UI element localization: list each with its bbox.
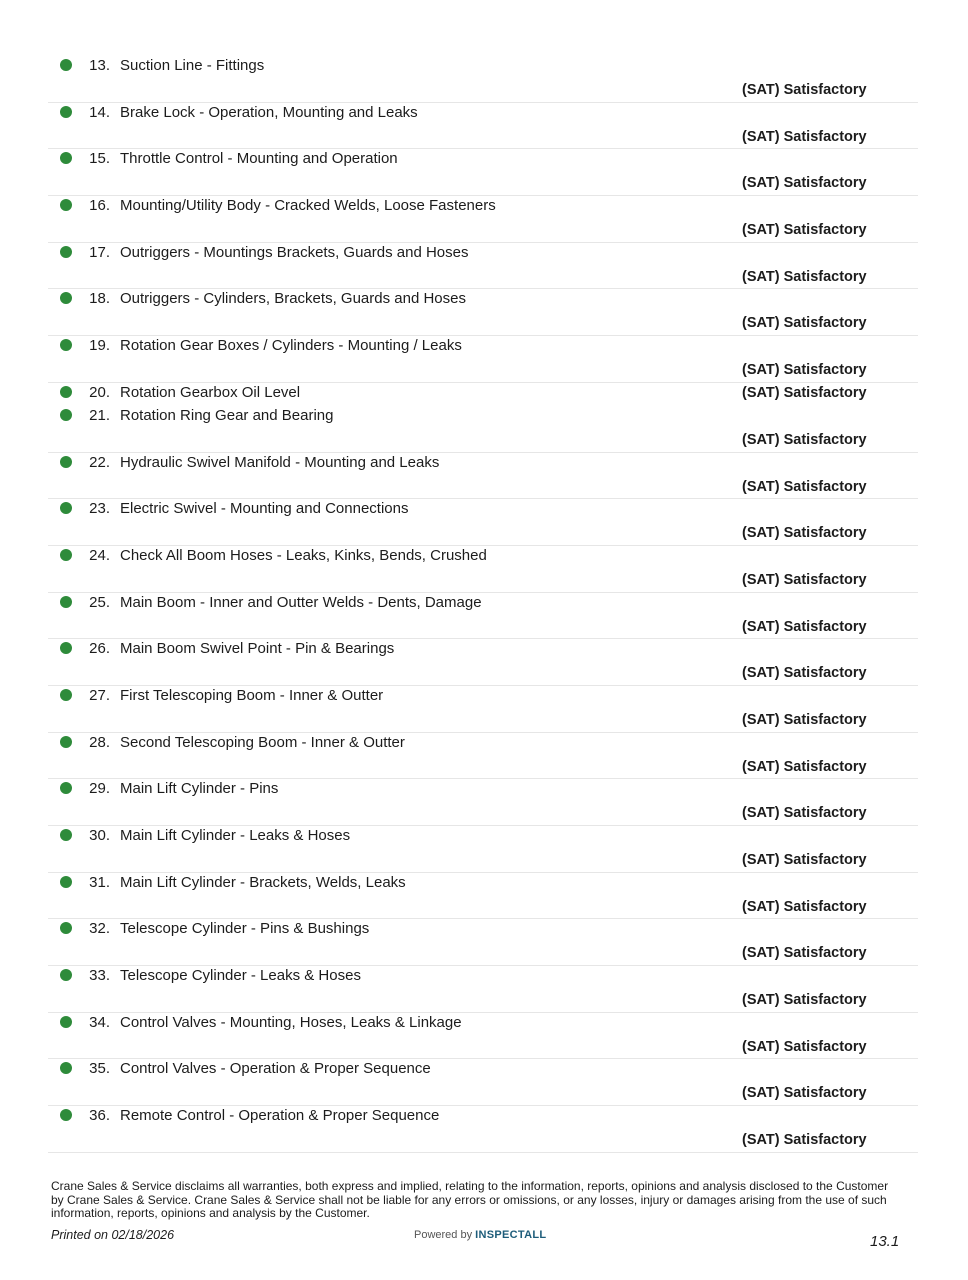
item-number: 28. xyxy=(89,733,110,751)
item-number: 35. xyxy=(89,1060,110,1078)
status-dot-icon xyxy=(60,969,72,981)
item-status: (SAT) Satisfactory xyxy=(742,1038,867,1055)
item-status: (SAT) Satisfactory xyxy=(742,1132,867,1149)
checklist-item xyxy=(48,243,918,290)
item-status: (SAT) Satisfactory xyxy=(742,82,867,98)
status-dot-icon xyxy=(60,1062,72,1074)
status-dot-icon xyxy=(60,1109,72,1121)
checklist-item xyxy=(48,406,918,453)
item-number: 32. xyxy=(89,920,110,938)
item-status: (SAT) Satisfactory xyxy=(742,852,867,868)
item-label: Suction Line - Fittings xyxy=(120,57,265,74)
item-number: 20. xyxy=(89,383,110,401)
item-number: 27. xyxy=(89,686,110,704)
status-dot-icon xyxy=(60,246,72,258)
item-status: (SAT) Satisfactory xyxy=(742,571,867,588)
item-label: Mounting/Utility Body - Cracked Welds, Loose Fasteners xyxy=(120,197,496,215)
checklist-item xyxy=(48,919,918,966)
item-number: 18. xyxy=(89,290,110,308)
item-status: (SAT) Satisfactory xyxy=(742,478,867,495)
item-number: 19. xyxy=(89,337,110,355)
checklist-item xyxy=(48,336,918,383)
checklist-item xyxy=(48,499,918,546)
item-status: (SAT) Satisfactory xyxy=(742,268,867,285)
item-status: (SAT) Satisfactory xyxy=(742,384,867,401)
status-dot-icon xyxy=(60,642,72,654)
checklist-item xyxy=(48,546,918,593)
item-label: Electric Swivel - Mounting and Connections xyxy=(120,500,409,518)
status-dot-icon xyxy=(60,549,72,561)
item-number: 17. xyxy=(89,243,110,261)
status-dot-icon xyxy=(60,596,72,608)
status-dot-icon xyxy=(60,876,72,888)
item-label: Main Lift Cylinder - Leaks & Hoses xyxy=(120,827,351,844)
item-number: 33. xyxy=(89,967,110,985)
item-number: 29. xyxy=(89,780,110,798)
checklist-item xyxy=(48,56,918,103)
status-dot-icon xyxy=(60,456,72,468)
status-dot-icon xyxy=(60,782,72,794)
item-number: 34. xyxy=(89,1013,110,1031)
checklist-item xyxy=(48,103,918,150)
checklist-item xyxy=(48,873,918,920)
item-label: Second Telescoping Boom - Inner & Outter xyxy=(120,733,405,751)
item-label: Rotation Gear Boxes / Cylinders - Mounting / Leaks xyxy=(120,337,462,355)
item-number: 25. xyxy=(89,593,110,611)
item-label: Main Boom Swivel Point - Pin & Bearings xyxy=(120,640,395,658)
checklist-item xyxy=(48,1059,918,1106)
item-status: (SAT) Satisfactory xyxy=(742,431,867,448)
item-label: Control Valves - Operation & Proper Sequence xyxy=(120,1060,431,1078)
powered-by xyxy=(414,1229,546,1241)
item-number: 16. xyxy=(89,197,110,215)
item-number: 23. xyxy=(89,500,110,518)
checklist-item xyxy=(48,289,918,336)
item-label: Rotation Ring Gear and Bearing xyxy=(120,406,334,424)
status-dot-icon xyxy=(60,829,72,841)
item-number: 30. xyxy=(89,827,110,844)
status-dot-icon xyxy=(60,59,72,71)
item-number: 31. xyxy=(89,873,110,891)
status-dot-icon xyxy=(60,502,72,514)
item-number: 36. xyxy=(89,1107,110,1125)
powered-by-prefix: Powered by xyxy=(414,1229,473,1241)
item-status: (SAT) Satisfactory xyxy=(742,898,867,915)
status-dot-icon xyxy=(60,689,72,701)
item-status: (SAT) Satisfactory xyxy=(742,618,867,635)
status-dot-icon xyxy=(60,1016,72,1028)
item-number: 22. xyxy=(89,453,110,471)
item-number: 21. xyxy=(89,406,110,424)
item-label: Rotation Gearbox Oil Level xyxy=(120,383,301,401)
item-status: (SAT) Satisfactory xyxy=(742,315,867,332)
status-dot-icon xyxy=(60,106,72,118)
item-status: (SAT) Satisfactory xyxy=(742,711,867,728)
page-number: 13.1 xyxy=(870,1233,900,1250)
item-label: Outriggers - Cylinders, Brackets, Guards and Hoses xyxy=(120,290,466,308)
item-status: (SAT) Satisfactory xyxy=(742,525,867,542)
status-dot-icon xyxy=(60,339,72,351)
item-status: (SAT) Satisfactory xyxy=(742,222,867,239)
disclaimer-text: Crane Sales & Service disclaims all warranties, both express and implied, relating to the information, reports, opinions and analysis disclosed to the Customer by Crane Sales & Service. Crane Sales & Service shall not be liable for any errors or omissions, or any losses, injury or damages arising from the use of such information, reports, opinions and analysis by the Customer. xyxy=(51,1179,889,1220)
status-dot-icon xyxy=(60,409,72,421)
status-dot-icon xyxy=(60,386,72,398)
item-label: Telescope Cylinder - Leaks & Hoses xyxy=(120,967,361,985)
inspection-checklist xyxy=(48,56,918,1153)
item-number: 24. xyxy=(89,546,110,564)
item-status: (SAT) Satisfactory xyxy=(742,945,867,962)
item-label: Telescope Cylinder - Pins & Bushings xyxy=(120,920,370,938)
checklist-item xyxy=(48,733,918,780)
status-dot-icon xyxy=(60,152,72,164)
status-dot-icon xyxy=(60,199,72,211)
checklist-item xyxy=(48,453,918,500)
item-label: Check All Boom Hoses - Leaks, Kinks, Bends, Crushed xyxy=(120,546,487,564)
checklist-item xyxy=(48,196,918,243)
printed-date: Printed on 02/18/2026 xyxy=(51,1228,175,1242)
checklist-item xyxy=(48,149,918,196)
checklist-item xyxy=(48,686,918,733)
item-status: (SAT) Satisfactory xyxy=(742,362,867,379)
item-label: Hydraulic Swivel Manifold - Mounting and Leaks xyxy=(120,453,440,471)
status-dot-icon xyxy=(60,736,72,748)
item-number: 14. xyxy=(89,103,110,121)
checklist-item xyxy=(48,1106,918,1153)
item-status: (SAT) Satisfactory xyxy=(742,175,867,192)
item-number: 26. xyxy=(89,640,110,658)
item-number: 13. xyxy=(89,57,110,74)
item-label: Main Lift Cylinder - Pins xyxy=(120,780,279,798)
item-label: Main Boom - Inner and Outter Welds - Dents, Damage xyxy=(120,593,482,611)
inspectall-brand: INSPECTALL xyxy=(475,1229,547,1241)
item-label: Brake Lock - Operation, Mounting and Leaks xyxy=(120,103,418,121)
item-label: Main Lift Cylinder - Brackets, Welds, Leaks xyxy=(120,873,406,891)
status-dot-icon xyxy=(60,292,72,304)
checklist-item xyxy=(48,826,918,873)
checklist-item xyxy=(48,383,918,406)
checklist-item xyxy=(48,779,918,826)
item-label: Outriggers - Mountings Brackets, Guards and Hoses xyxy=(120,243,469,261)
checklist-item xyxy=(48,1013,918,1060)
item-label: Throttle Control - Mounting and Operation xyxy=(120,150,398,168)
checklist-item xyxy=(48,639,918,686)
item-status: (SAT) Satisfactory xyxy=(742,992,867,1009)
item-number: 15. xyxy=(89,150,110,168)
item-status: (SAT) Satisfactory xyxy=(742,665,867,682)
item-status: (SAT) Satisfactory xyxy=(742,805,867,822)
status-dot-icon xyxy=(60,922,72,934)
checklist-item xyxy=(48,593,918,640)
item-label: Control Valves - Mounting, Hoses, Leaks & Linkage xyxy=(120,1013,462,1031)
item-status: (SAT) Satisfactory xyxy=(742,1085,867,1102)
item-label: Remote Control - Operation & Proper Sequence xyxy=(120,1107,440,1125)
item-status: (SAT) Satisfactory xyxy=(742,128,867,145)
checklist-item xyxy=(48,966,918,1013)
item-status: (SAT) Satisfactory xyxy=(742,758,867,775)
item-label: First Telescoping Boom - Inner & Outter xyxy=(120,686,384,704)
